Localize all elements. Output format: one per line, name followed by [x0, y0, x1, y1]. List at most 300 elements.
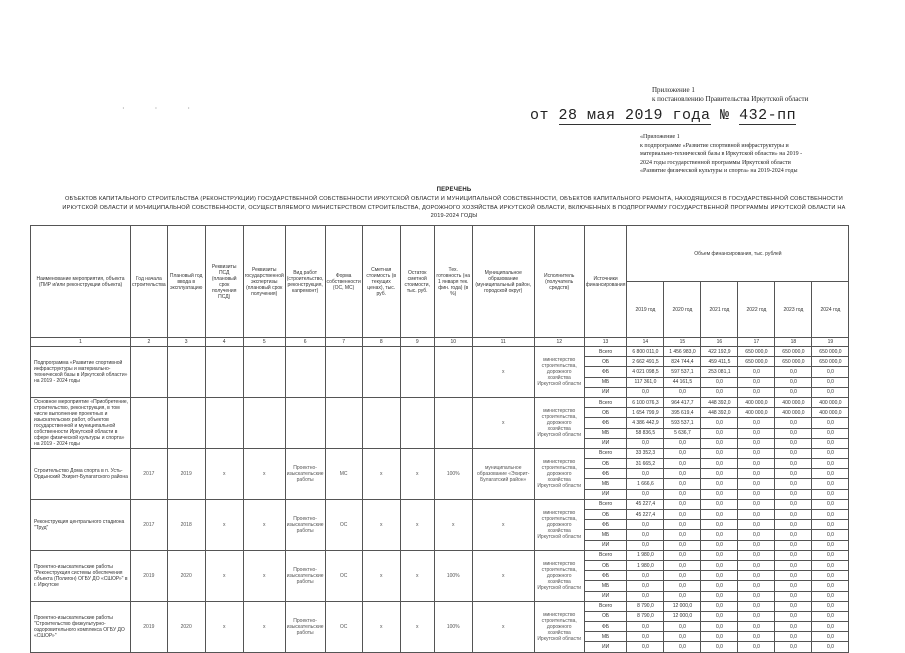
object-psd: x — [205, 448, 243, 499]
funding-value: 0,0 — [775, 540, 812, 550]
title-line: ОБЪЕКТОВ КАПИТАЛЬНОГО СТРОИТЕЛЬСТВА (РЕКОНСТРУКЦИИ) ГОСУДАРСТВЕННОЙ СОБСТВЕННОСТИ ИРКУТСКОЙ ОБЛАСТИ И МУНИЦИПАЛЬНОЙ СОБСТВЕННОСТИ, ОБЪЕКТОВ КАПИТАЛЬНОГО РЕМОНТА, НАХОДЯЩИХСЯ В ГОСУДАРСТВЕННОЙ СОБСТВЕННОСТИ — [65, 195, 843, 202]
subheader-line: материально-технической базы в Иркутской области» на 2019 - — [640, 151, 803, 158]
object-mo: x — [472, 550, 534, 601]
column-header: Исполнитель (получатель средств) — [534, 226, 584, 338]
column-number: 4 — [205, 338, 243, 347]
funding-source: Всего — [584, 448, 627, 458]
subheader-line: «Развитие физической культуры и спорта» на 2019-2024 годы — [640, 168, 798, 175]
object-name: Реконструкция центрального стадиона "Труд" — [31, 499, 131, 550]
column-header: Сметная стоимость (в текущих ценах), тыс. руб. — [362, 226, 400, 338]
funding-value: 422 192,9 — [701, 347, 738, 357]
funding-value: 0,0 — [775, 601, 812, 611]
funding-source: ОБ — [584, 459, 627, 469]
column-header: Остаток сметной стоимости, тыс. руб. — [400, 226, 434, 338]
column-number: 15 — [664, 338, 701, 347]
object-finish — [167, 397, 205, 448]
funding-value: 12 000,0 — [664, 601, 701, 611]
funding-value: 0,0 — [627, 469, 664, 479]
object-start: 2019 — [131, 550, 168, 601]
funding-value: 0,0 — [775, 632, 812, 642]
funding-value: 0,0 — [775, 591, 812, 601]
column-header: Реквизиты государственной экспертизы (плановый срок получения) — [243, 226, 285, 338]
column-header: Год начала строительства — [131, 226, 168, 338]
funding-value: 0,0 — [775, 387, 812, 397]
column-number: 17 — [738, 338, 775, 347]
table-row — [31, 397, 849, 407]
funding-source: ИИ — [584, 540, 627, 550]
funding-value: 0,0 — [738, 601, 775, 611]
column-number: 16 — [701, 338, 738, 347]
funding-value: 0,0 — [738, 459, 775, 469]
object-mo: x — [472, 397, 534, 448]
funding-value: 0,0 — [738, 510, 775, 520]
funding-value: 650 000,0 — [812, 347, 849, 357]
funding-value: 0,0 — [701, 377, 738, 387]
funding-value: 0,0 — [664, 571, 701, 581]
year-header: 2019 год — [627, 282, 664, 338]
funding-value: 0,0 — [775, 642, 812, 652]
object-finish: 2018 — [167, 499, 205, 550]
object-ready: x — [434, 499, 472, 550]
funding-value: 0,0 — [738, 571, 775, 581]
object-name: Проектно-изыскательские работы "Реконструкция системы обеспечения объекта (Полигон) ОГБУ ДО «СШОР»" в г. Иркутске — [31, 550, 131, 601]
object-expert — [243, 347, 285, 398]
funding-value: 0,0 — [664, 499, 701, 509]
funding-source: ИИ — [584, 591, 627, 601]
object-mo: муниципальное образование «Эхирит-Булагатский район» — [472, 448, 534, 499]
funding-source: ОБ — [584, 408, 627, 418]
object-work: Проектно-изыскательские работы — [285, 448, 325, 499]
funding-value: 0,0 — [775, 560, 812, 570]
funding-value: 0,0 — [738, 632, 775, 642]
object-rest: x — [400, 601, 434, 652]
object-expert: x — [243, 550, 285, 601]
title-line: ПЕРЕЧЕНЬ — [436, 187, 472, 193]
funding-value: 0,0 — [627, 571, 664, 581]
funding-value: 0,0 — [738, 499, 775, 509]
funding-value: 0,0 — [775, 459, 812, 469]
object-finish: 2020 — [167, 550, 205, 601]
object-work: Проектно-изыскательские работы — [285, 550, 325, 601]
funding-value: 0,0 — [701, 459, 738, 469]
funding-value: 0,0 — [812, 540, 849, 550]
object-name: Строительство Дома спорта в п. Усть-Ордынский Эхирит-Булагатского района — [31, 448, 131, 499]
year-header: 2020 год — [664, 282, 701, 338]
funding-value: 0,0 — [812, 632, 849, 642]
object-rest: x — [400, 550, 434, 601]
funding-value: 0,0 — [812, 448, 849, 458]
object-name: Проектно-изыскательские работы "Строительство физкультурно-оздоровительного комплекса ОГБУ ДО «СШОР»" — [31, 601, 131, 652]
table-row — [31, 448, 849, 458]
funding-source: МБ — [584, 377, 627, 387]
funding-value: 4 021 098,5 — [627, 367, 664, 377]
funding-source: ОБ — [584, 510, 627, 520]
funding-value: 0,0 — [664, 632, 701, 642]
funding-value: 0,0 — [701, 560, 738, 570]
funding-value: 0,0 — [664, 560, 701, 570]
funding-value: 0,0 — [775, 438, 812, 448]
funding-value: 650 000,0 — [775, 347, 812, 357]
funding-source: Всего — [584, 499, 627, 509]
column-header: Вид работ (строительство, реконструкция, капремонт) — [285, 226, 325, 338]
funding-value: 400 000,0 — [812, 408, 849, 418]
funding-value: 0,0 — [775, 510, 812, 520]
subheader-line: «Приложение 1 — [640, 134, 680, 140]
funding-source: ИИ — [584, 387, 627, 397]
funding-value: 12 000,0 — [664, 611, 701, 621]
column-number: 1 — [31, 338, 131, 347]
funding-value: 0,0 — [701, 571, 738, 581]
object-executor: министерство строительства, дорожного хозяйства Иркутской области — [534, 550, 584, 601]
object-psd: x — [205, 499, 243, 550]
object-cost: x — [362, 499, 400, 550]
document-title — [28, 186, 880, 221]
column-header: Плановый год ввода в эксплуатацию — [167, 226, 205, 338]
funding-value: 0,0 — [701, 530, 738, 540]
object-rest — [400, 347, 434, 398]
funding-value: 0,0 — [627, 489, 664, 499]
object-psd — [205, 347, 243, 398]
funding-value: 0,0 — [775, 571, 812, 581]
funding-value: 253 081,1 — [701, 367, 738, 377]
funding-value: 0,0 — [775, 622, 812, 632]
object-rest: x — [400, 499, 434, 550]
funding-value: 6 800 011,0 — [627, 347, 664, 357]
object-expert: x — [243, 601, 285, 652]
decree-date-line — [530, 107, 796, 124]
funding-value: 0,0 — [812, 560, 849, 570]
subheader-line: 2024 годы государственной программы Иркутской области — [640, 159, 791, 166]
object-executor: министерство строительства, дорожного хозяйства Иркутской области — [534, 499, 584, 550]
object-mo: x — [472, 499, 534, 550]
funding-value: 0,0 — [812, 530, 849, 540]
funding-value: 44 161,5 — [664, 377, 701, 387]
funding-value: 0,0 — [664, 489, 701, 499]
funding-value: 0,0 — [627, 642, 664, 652]
funding-value: 0,0 — [701, 540, 738, 550]
funding-value: 0,0 — [775, 499, 812, 509]
funding-value: 0,0 — [812, 428, 849, 438]
object-work — [285, 347, 325, 398]
object-work: Проектно-изыскательские работы — [285, 601, 325, 652]
object-mo: x — [472, 601, 534, 652]
object-start: 2017 — [131, 499, 168, 550]
object-ready — [434, 347, 472, 398]
appendix-label: Приложение 1 — [652, 86, 695, 94]
funding-value: 0,0 — [812, 591, 849, 601]
funding-value: 45 227,4 — [627, 510, 664, 520]
funding-value: 0,0 — [664, 479, 701, 489]
funding-source: ИИ — [584, 642, 627, 652]
object-name: Подпрограмма «Развитие спортивной инфраструктуры и материально-технической базы в Иркутской области» на 2019 - 2024 годы — [31, 347, 131, 398]
funding-value: 0,0 — [738, 581, 775, 591]
object-psd: x — [205, 601, 243, 652]
funding-value: 0,0 — [738, 550, 775, 560]
funding-value: 0,0 — [627, 591, 664, 601]
funding-value: 0,0 — [775, 611, 812, 621]
object-start: 2019 — [131, 601, 168, 652]
funding-value: 0,0 — [738, 622, 775, 632]
funding-value: 0,0 — [664, 591, 701, 601]
column-number: 19 — [812, 338, 849, 347]
object-ready: 100% — [434, 601, 472, 652]
decree-date: 28 мая 2019 года — [558, 107, 711, 124]
funding-value: 6 100 076,3 — [627, 397, 664, 407]
table-row — [31, 601, 849, 611]
funding-value: 0,0 — [664, 520, 701, 530]
object-expert: x — [243, 448, 285, 499]
funding-value: 0,0 — [738, 418, 775, 428]
funding-value: 0,0 — [775, 367, 812, 377]
object-start: 2017 — [131, 448, 168, 499]
funding-value: 0,0 — [664, 530, 701, 540]
funding-value: 8 790,0 — [627, 601, 664, 611]
column-number: 12 — [534, 338, 584, 347]
funding-value: 0,0 — [701, 550, 738, 560]
funding-value: 1 980,0 — [627, 560, 664, 570]
funding-value: 650 000,0 — [812, 357, 849, 367]
funding-value: 0,0 — [812, 418, 849, 428]
funding-source: ФБ — [584, 367, 627, 377]
funding-value: 0,0 — [701, 479, 738, 489]
funding-value: 0,0 — [664, 448, 701, 458]
funding-value: 0,0 — [738, 520, 775, 530]
appendix-decree-ref: к постановлению Правительства Иркутской области — [652, 95, 809, 103]
object-executor: министерство строительства, дорожного хозяйства Иркутской области — [534, 397, 584, 448]
funding-source: ОБ — [584, 560, 627, 570]
table-row — [31, 347, 849, 357]
funding-value: 1 456 983,0 — [664, 347, 701, 357]
funding-value: 0,0 — [701, 387, 738, 397]
funding-source: МБ — [584, 581, 627, 591]
funding-value: 1 654 799,9 — [627, 408, 664, 418]
funding-source: ФБ — [584, 520, 627, 530]
subheader-line: к подпрограмме «Развитие спортивной инфраструктуры и — [640, 142, 789, 149]
funding-value: 593 537,1 — [664, 418, 701, 428]
funding-value: 0,0 — [738, 560, 775, 570]
funding-value: 0,0 — [775, 469, 812, 479]
year-header: 2023 год — [775, 282, 812, 338]
column-number: 11 — [472, 338, 534, 347]
funding-value: 0,0 — [738, 428, 775, 438]
funding-source: Всего — [584, 347, 627, 357]
objects-table — [30, 225, 849, 653]
year-header: 2021 год — [701, 282, 738, 338]
funding-value: 0,0 — [627, 581, 664, 591]
funding-value: 0,0 — [812, 601, 849, 611]
object-form — [325, 347, 362, 398]
funding-value: 824 744,4 — [664, 357, 701, 367]
funding-value: 0,0 — [812, 438, 849, 448]
funding-value: 0,0 — [701, 418, 738, 428]
object-cost — [362, 347, 400, 398]
funding-value: 0,0 — [701, 510, 738, 520]
funding-value: 0,0 — [627, 632, 664, 642]
object-cost: x — [362, 550, 400, 601]
table-row — [31, 499, 849, 509]
funding-value: 0,0 — [664, 387, 701, 397]
funding-value: 400 000,0 — [775, 408, 812, 418]
funding-value: 0,0 — [627, 387, 664, 397]
funding-value: 0,0 — [738, 642, 775, 652]
funding-value: 0,0 — [812, 611, 849, 621]
object-finish — [167, 347, 205, 398]
funding-value: 1 980,0 — [627, 550, 664, 560]
funding-value: 0,0 — [664, 510, 701, 520]
funding-value: 0,0 — [701, 601, 738, 611]
column-header: Тех. готовность (на 1 января тек. фин. года) (в %) — [434, 226, 472, 338]
funding-value: 0,0 — [812, 520, 849, 530]
year-header: 2022 год — [738, 282, 775, 338]
column-number: 7 — [325, 338, 362, 347]
date-prefix: от — [530, 107, 550, 124]
funding-value: 0,0 — [664, 438, 701, 448]
object-cost: x — [362, 601, 400, 652]
funding-value: 400 000,0 — [812, 397, 849, 407]
funding-value: 0,0 — [627, 540, 664, 550]
column-number: 6 — [285, 338, 325, 347]
column-number: 8 — [362, 338, 400, 347]
funding-value: 650 000,0 — [738, 347, 775, 357]
decree-number: 432-пп — [739, 107, 797, 124]
funding-value: 964 417,7 — [664, 397, 701, 407]
title-line: ИРКУТСКОЙ ОБЛАСТИ И МУНИЦИПАЛЬНОЙ СОБСТВЕННОСТИ, ОСУЩЕСТВЛЯЕМОГО МИНИСТЕРСТВОМ СТРОИТЕЛЬСТВА, ДОРОЖНОГО ХОЗЯЙСТВА ИРКУТСКОЙ ОБЛАСТИ, ВКЛЮЧЕННЫХ В ПОДПРОГРАММУ ГОСУДАРСТВЕННОЙ ПРОГРАММЫ ИРКУТСКОЙ ОБЛАСТИ НА — [62, 204, 846, 211]
funding-value: 0,0 — [701, 469, 738, 479]
funding-value: 0,0 — [812, 479, 849, 489]
funding-value: 0,0 — [701, 520, 738, 530]
subprogram-appendix-block — [640, 133, 802, 176]
object-rest: x — [400, 448, 434, 499]
funding-value: 0,0 — [664, 581, 701, 591]
funding-value: 0,0 — [627, 520, 664, 530]
funding-value: 0,0 — [812, 571, 849, 581]
funding-value: 117 361,0 — [627, 377, 664, 387]
funding-source: МБ — [584, 479, 627, 489]
funding-value: 0,0 — [664, 550, 701, 560]
funding-value: 448 392,0 — [701, 397, 738, 407]
column-number: 2 — [131, 338, 168, 347]
object-form: ОС — [325, 550, 362, 601]
scan-specks: · · · — [122, 104, 204, 113]
funding-value: 0,0 — [775, 530, 812, 540]
funding-source: ФБ — [584, 571, 627, 581]
column-header: Наименование мероприятия, объекта (ПИР и/или реконструкции объекта) — [31, 226, 131, 338]
table-row — [31, 550, 849, 560]
funding-value: 0,0 — [812, 387, 849, 397]
funding-value: 0,0 — [701, 622, 738, 632]
year-header: 2024 год — [812, 282, 849, 338]
object-mo: x — [472, 347, 534, 398]
funding-source: ФБ — [584, 622, 627, 632]
object-psd — [205, 397, 243, 448]
title-line: 2019-2024 ГОДЫ — [430, 213, 478, 220]
funding-source: ФБ — [584, 418, 627, 428]
funding-value: 0,0 — [627, 530, 664, 540]
funding-value: 1 666,6 — [627, 479, 664, 489]
column-header: Реквизиты ПСД (плановый срок получения ПСД) — [205, 226, 243, 338]
funding-source: МБ — [584, 632, 627, 642]
funding-value: 58 836,5 — [627, 428, 664, 438]
funding-value: 0,0 — [627, 438, 664, 448]
funding-value: 459 411,5 — [701, 357, 738, 367]
funding-value: 0,0 — [701, 438, 738, 448]
object-expert — [243, 397, 285, 448]
object-start — [131, 397, 168, 448]
funding-value: 33 352,3 — [627, 448, 664, 458]
column-number: 9 — [400, 338, 434, 347]
object-executor: министерство строительства, дорожного хозяйства Иркутской области — [534, 347, 584, 398]
funding-value: 0,0 — [812, 367, 849, 377]
column-number-row — [31, 338, 849, 347]
object-executor: министерство строительства, дорожного хозяйства Иркутской области — [534, 448, 584, 499]
funding-value: 0,0 — [775, 479, 812, 489]
funding-value: 0,0 — [664, 642, 701, 652]
funding-value: 0,0 — [701, 448, 738, 458]
funding-value: 0,0 — [701, 581, 738, 591]
funding-source: Всего — [584, 601, 627, 611]
funding-value: 2 662 491,5 — [627, 357, 664, 367]
object-psd: x — [205, 550, 243, 601]
object-start — [131, 347, 168, 398]
funding-value: 0,0 — [775, 377, 812, 387]
funding-value: 0,0 — [627, 622, 664, 632]
object-finish: 2019 — [167, 448, 205, 499]
object-ready: 100% — [434, 448, 472, 499]
column-header: Источники финансирования — [584, 226, 627, 338]
funding-value: 0,0 — [812, 622, 849, 632]
object-work: Проектно-изыскательские работы — [285, 499, 325, 550]
funding-source: МБ — [584, 428, 627, 438]
column-number: 5 — [243, 338, 285, 347]
funding-value: 0,0 — [701, 611, 738, 621]
object-cost — [362, 397, 400, 448]
funding-value: 448 392,0 — [701, 408, 738, 418]
object-name: Основное мероприятие «Приобретение, строительство, реконструкция, в том числе выполнение проектных и изыскательских работ, объектов государственной и муниципальной собственности Иркутской области в сфере физической культуры и спорта» на 2019 - 2024 годы — [31, 397, 131, 448]
funding-value: 0,0 — [738, 591, 775, 601]
funding-value: 0,0 — [701, 428, 738, 438]
number-label: № — [720, 107, 730, 124]
funding-value: 0,0 — [812, 510, 849, 520]
funding-source: ФБ — [584, 469, 627, 479]
funding-value: 5 636,7 — [664, 428, 701, 438]
object-executor: министерство строительства, дорожного хозяйства Иркутской области — [534, 601, 584, 652]
funding-value: 0,0 — [775, 428, 812, 438]
funding-value: 650 000,0 — [738, 357, 775, 367]
funding-source: ОБ — [584, 611, 627, 621]
funding-value: 0,0 — [701, 632, 738, 642]
funding-value: 0,0 — [664, 459, 701, 469]
funding-source: ИИ — [584, 438, 627, 448]
object-rest — [400, 397, 434, 448]
funding-value: 0,0 — [738, 479, 775, 489]
object-finish: 2020 — [167, 601, 205, 652]
funding-value: 0,0 — [738, 489, 775, 499]
column-number: 18 — [775, 338, 812, 347]
column-number: 13 — [584, 338, 627, 347]
funding-value: 0,0 — [701, 499, 738, 509]
funding-value: 0,0 — [775, 418, 812, 428]
funding-value: 395 619,4 — [664, 408, 701, 418]
funding-value: 0,0 — [738, 530, 775, 540]
funding-value: 0,0 — [738, 387, 775, 397]
object-ready: 100% — [434, 550, 472, 601]
object-form — [325, 397, 362, 448]
object-form: ОС — [325, 601, 362, 652]
funding-value: 0,0 — [775, 520, 812, 530]
funding-value: 0,0 — [775, 581, 812, 591]
object-form: МС — [325, 448, 362, 499]
column-header: Муниципальное образование (муниципальный район, городской округ) — [472, 226, 534, 338]
